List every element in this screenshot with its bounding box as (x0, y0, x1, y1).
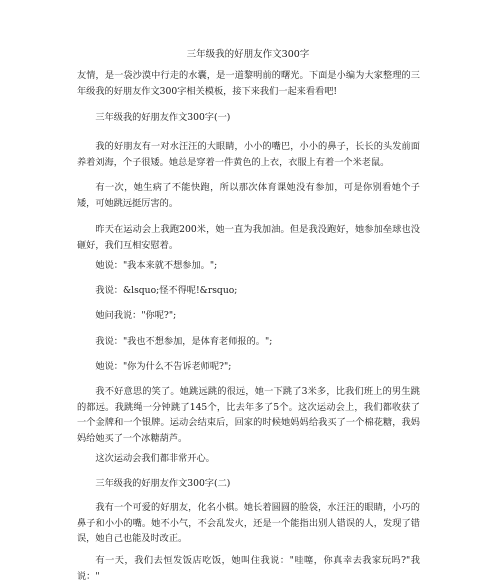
dialogue-line: 我说："我也不想参加，是体育老师报的。"; (95, 336, 273, 347)
body-paragraph: 我不好意思的笑了。她跳远跳的很远，她一下跳了3米多，比我们班上的男生跳的都远。我跳绳一分钟跳了145个，比去年多了5个。这次运动会上，我们都收获了一个金牌和一个银牌。运动会结束后，回家的时候她妈妈给我买了一个棉花糖，我妈妈给她买了一个冰糖葫芦。 (77, 386, 420, 444)
body-paragraph: 昨天在运动会上我跑200米，她一直为我加油。但是我没跑好，她参加垒球也没砸好，我们互相安慰着。 (77, 224, 420, 251)
dialogue-line: 她问我说："你呢?"; (95, 310, 177, 321)
dialogue-line: 她说："你为什么不告诉老师呢?"; (95, 361, 232, 372)
body-paragraph: 有一次，她生病了不能快跑，所以那次体育课她没有参加，可是你别看她个子矮，可她跳远挺厉害的。 (77, 182, 420, 209)
section-heading-2: 三年级我的好朋友作文300字(二) (95, 478, 231, 489)
body-paragraph: 有一天，我们去恒发饭店吃饭，她叫住我说："哇噻，你真幸去我家玩吗?"我说：" (77, 555, 420, 582)
dialogue-line: 她说："我本来就不想参加。"; (95, 260, 218, 271)
section-heading-1: 三年级我的好朋友作文300字(一) (95, 112, 231, 123)
body-paragraph: 我的好朋友有一对水汪汪的大眼睛，小小的嘴巴，小小的鼻子，长长的头发前面养着刘海，个子很矮。她总是穿着一件黄色的上衣，衣服上有着一个米老鼠。 (77, 141, 420, 168)
document-title: 三年级我的好朋友作文300字 (186, 49, 310, 60)
dialogue-line: 我说：&lsquo;怪不得呢!&rsquo; (95, 285, 238, 296)
body-paragraph: 这次运动会我们都非常开心。 (95, 453, 215, 464)
intro-paragraph: 友情，是一袋沙漠中行走的水囊，是一道黎明前的曙光。下面是小编为大家整理的三年级我的好朋友作文300字相关模板，接下来我们一起来看看吧! (77, 70, 420, 97)
body-paragraph: 我有一个可爱的好朋友，化名小棋。她长着圆圆的脸袋，水汪汪的眼睛，小巧的鼻子和小小的嘴。她不小气，不会乱发火，还是一个能指出别人错误的人，发现了错误，她自己也能及时改正。 (77, 502, 420, 544)
